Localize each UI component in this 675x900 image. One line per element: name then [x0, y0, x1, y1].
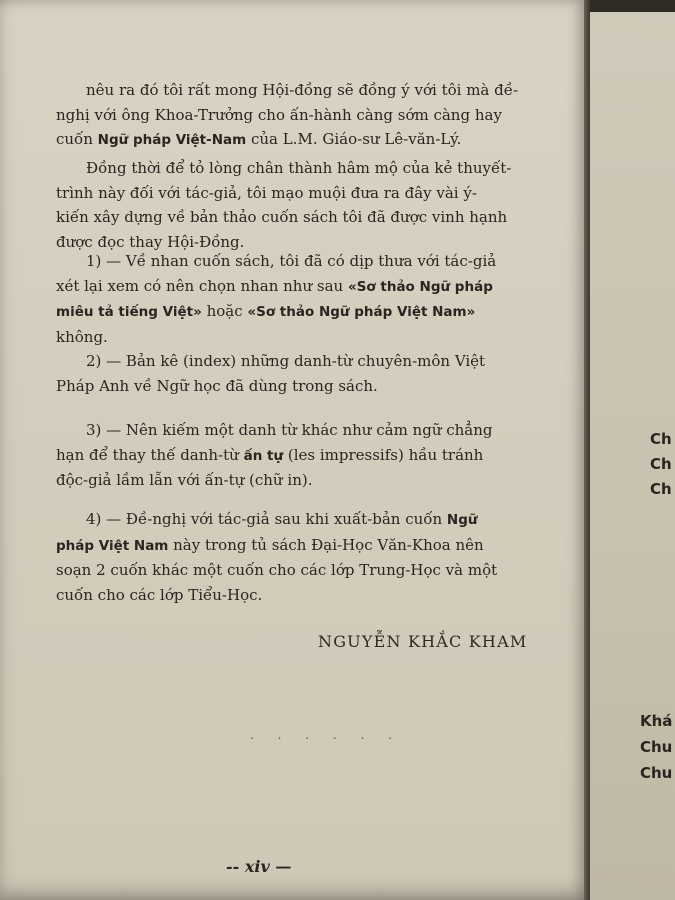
bold-term: Ngữ	[446, 512, 478, 528]
text-line	[56, 533, 562, 559]
text-run: cuốn	[56, 130, 98, 148]
text-line	[56, 507, 562, 533]
paragraph-3	[56, 249, 562, 349]
text-run: được đọc thay Hội-Đồng.	[56, 232, 245, 251]
text-run: nghị với ông Khoa-Trưởng cho ấn-hành càng sớm càng hay	[56, 105, 502, 124]
text-run: 1) — Về nhan cuốn sách, tôi đã có dịp thưa với tác-giả	[86, 252, 497, 270]
paragraph-1	[56, 78, 562, 153]
paragraph-2	[56, 156, 562, 254]
bold-term: «Sơ thảo Ngữ pháp	[347, 278, 493, 295]
author-signature: NGUYỄN KHẮC KHAM	[318, 632, 528, 651]
text-run: của L.M. Giáo-sư Lê-văn-Lý.	[246, 130, 462, 148]
text-line	[56, 78, 562, 103]
text-run: cuốn cho các lớp Tiểu-Học.	[56, 585, 263, 604]
ellipsis-marks: . . . . . .	[250, 728, 402, 742]
paragraph-4	[56, 349, 562, 398]
page-number: -- xiv —	[226, 857, 292, 876]
text-line	[56, 181, 562, 206]
text-line	[56, 325, 562, 350]
text-line	[56, 558, 562, 583]
text-run: xét lại xem có nên chọn nhan như sau	[56, 276, 348, 295]
next-page-fragment: Ch	[650, 455, 672, 473]
next-page-fragment: Ch	[650, 480, 672, 498]
next-page-fragment: Ch	[650, 430, 672, 448]
text-run: hoặc	[201, 302, 248, 320]
text-line	[56, 249, 562, 274]
text-run: 2) — Bản kê (index) những danh-từ chuyên-môn Việt	[86, 352, 486, 370]
text-run: nêu ra đó tôi rất mong Hội-đồng sẽ đồng ý với tôi mà đề-	[86, 81, 519, 99]
text-line	[56, 156, 562, 181]
next-page-fragment: Khá	[640, 712, 673, 730]
text-line	[56, 103, 562, 128]
text-line	[56, 127, 562, 153]
next-page-fragment: Chu	[640, 764, 673, 782]
text-line	[56, 274, 562, 300]
text-run: 4) — Đề-nghị với tác-giả sau khi xuất-bản cuốn	[86, 510, 447, 528]
page-top-shadow	[590, 0, 675, 12]
paragraph-6	[56, 507, 562, 607]
bold-term: Ngữ pháp Việt-Nam	[97, 132, 247, 148]
bold-term: ấn tự	[243, 447, 284, 464]
text-line	[56, 418, 562, 443]
text-run: hạn để thay thế danh-từ	[56, 445, 244, 464]
paragraph-5	[56, 418, 562, 493]
bold-term: «Sơ thảo Ngữ pháp Việt Nam»	[247, 304, 476, 320]
bold-term: miêu tả tiếng Việt»	[56, 304, 202, 320]
next-page-fragment: Chu	[640, 738, 673, 756]
text-run: soạn 2 cuốn khác một cuốn cho các lớp Trung-Học và một	[56, 561, 498, 579]
text-line	[56, 374, 562, 399]
text-line	[56, 349, 562, 374]
text-run: Đồng thời để tỏ lòng chân thành hâm mộ của kẻ thuyết-	[86, 159, 512, 177]
text-line	[56, 443, 562, 469]
text-run: này trong tủ sách Đại-Học Văn-Khoa nên	[168, 535, 484, 554]
text-run: kiến xây dựng về bản thảo cuốn sách tôi đã được vinh hạnh	[56, 208, 508, 226]
text-line	[56, 299, 562, 325]
text-run: không.	[56, 327, 108, 346]
text-line	[56, 583, 562, 608]
text-line	[56, 468, 562, 493]
text-run: 3) — Nên kiếm một danh từ khác như cảm ngữ chẳng	[86, 421, 493, 439]
bold-term: pháp Việt Nam	[56, 537, 169, 554]
text-run: (les impressifs) hầu tránh	[283, 445, 484, 464]
text-run: Pháp Anh về Ngữ học đã dùng trong sách.	[56, 376, 378, 395]
text-line	[56, 205, 562, 230]
text-run: trình này đối với tác-giả, tôi mạo muội đưa ra đây vài ý-	[56, 183, 477, 202]
text-run: độc-giả lầm lẫn với ấn-tự (chữ in).	[56, 471, 313, 489]
